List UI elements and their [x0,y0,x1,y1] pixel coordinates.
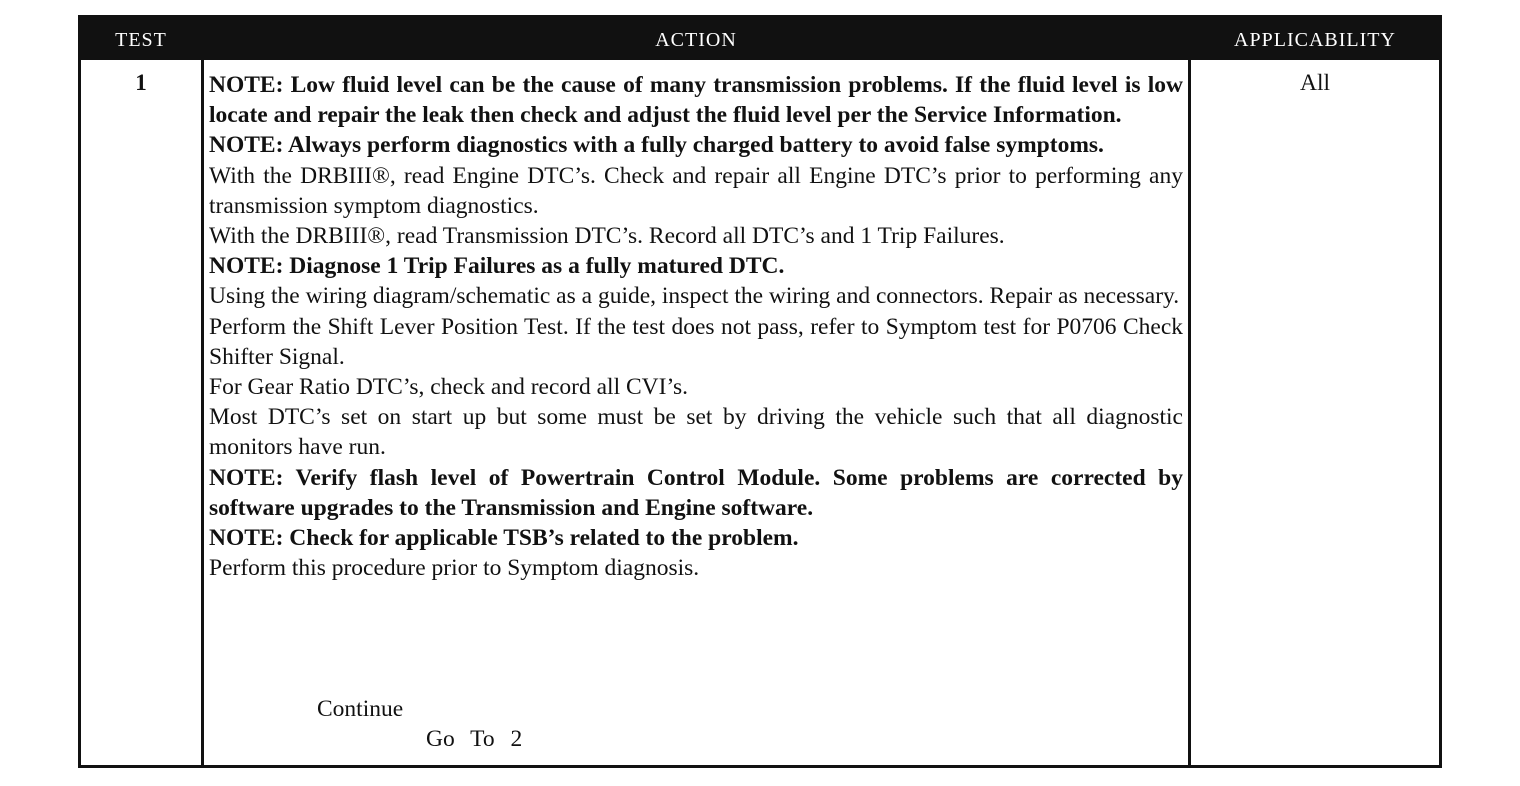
goto-target: 2 [510,726,523,752]
continue-label: Continue [317,696,404,722]
action-note: NOTE: Diagnose 1 Trip Failures as a fully matured DTC. [209,253,785,280]
action-step: Using the wiring diagram/schematic as a guide, inspect the wiring and connectors. Repair as necessary. [209,283,1180,310]
diagnostic-table [78,15,1442,768]
action-text [209,70,1183,583]
goto-label: Go To [426,726,495,752]
action-step: Most DTC’s set on start up but some must be set by driving the vehicle such that all diagnostic monitors have run. [209,404,1183,461]
action-step: With the DRBIII®, read Transmission DTC’s. Record all DTC’s and 1 Trip Failures. [209,223,1005,250]
goto-instruction [426,726,522,753]
action-step: With the DRBIII®, read Engine DTC’s. Check and repair all Engine DTC’s prior to performing any transmission symptom diagnostics. [209,162,1183,219]
action-step: For Gear Ratio DTC’s, check and record all CVI’s. [209,374,689,401]
applicability-value: All [1299,70,1331,96]
action-step: Perform this procedure prior to Symptom diagnosis. [209,555,700,582]
action-note: NOTE: Check for applicable TSB’s related to the problem. [209,525,799,552]
header-action: ACTION [655,29,737,51]
action-step: Perform the Shift Lever Position Test. If the test does not pass, refer to Symptom test for P0706 Check Shifter Signal. [209,313,1183,370]
header-applicability: APPLICABILITY [1234,29,1396,51]
action-note: NOTE: Always perform diagnostics with a fully charged battery to avoid false symptoms. [209,132,1104,159]
column-divider [201,60,204,765]
header-test: TEST [115,29,167,51]
action-note: NOTE: Verify flash level of Powertrain Control Module. Some problems are corrected by software upgrades to the Transmission and Engine software. [209,464,1183,521]
column-divider [1188,60,1191,765]
action-note: NOTE: Low fluid level can be the cause of many transmission problems. If the fluid level is low locate and repair the leak then check and adjust the fluid level per the Service Information. [209,72,1183,129]
table-header [81,18,1439,60]
test-number: 1 [135,70,147,95]
